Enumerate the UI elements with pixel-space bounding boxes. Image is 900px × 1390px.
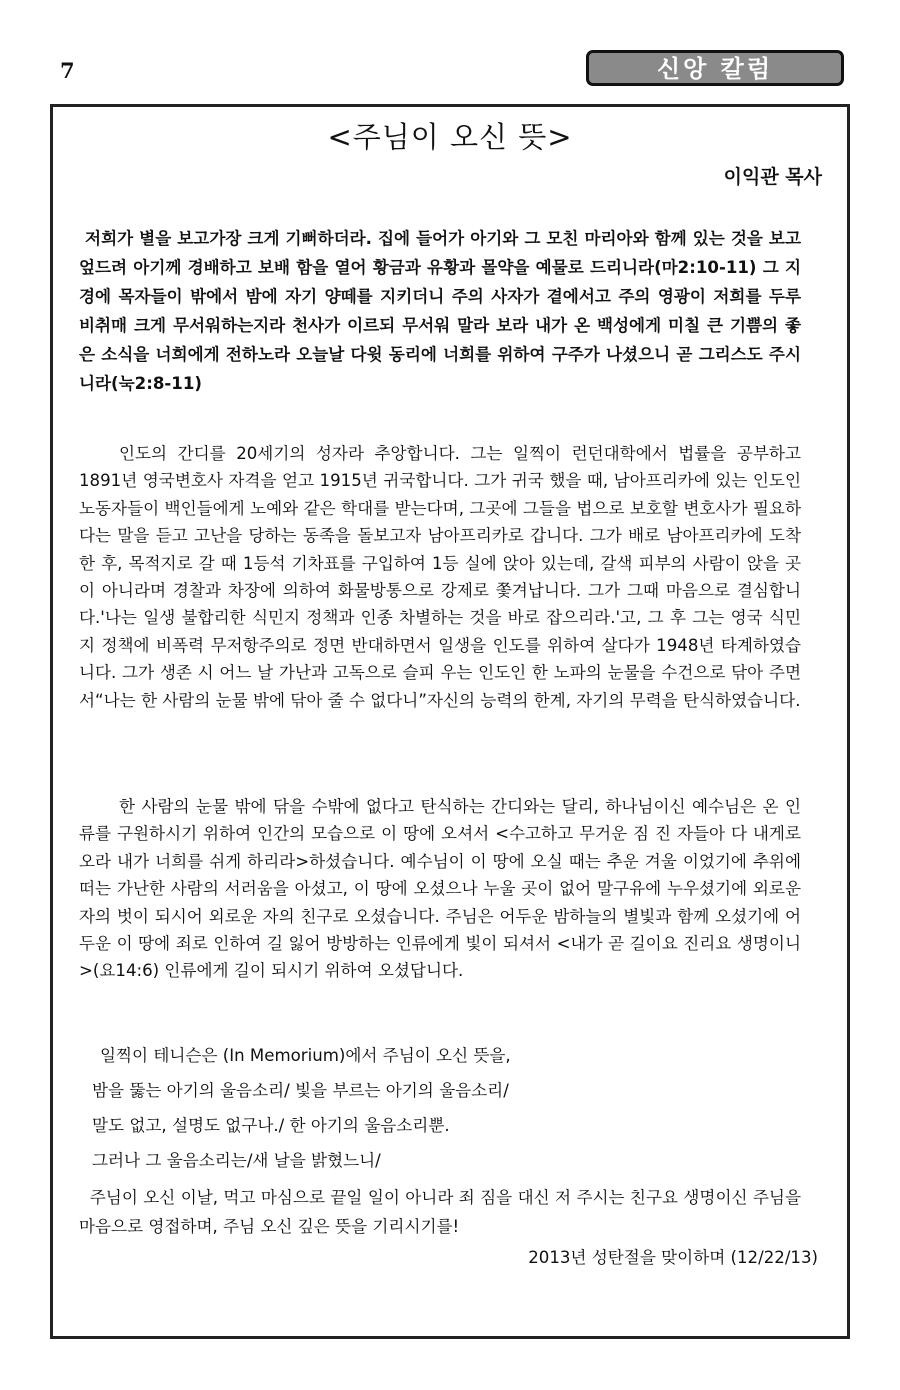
section-tab (586, 50, 844, 86)
body-paragraph-1 (79, 440, 801, 714)
paragraph-1-text: 인도의 간디를 20세기의 성자라 추앙합니다. 그는 일찍이 런던대학에서 법률을 공부하고 1891년 영국변호사 자격을 얻고 1915년 귀국합니다. 그가 귀국 했을 때, 남아프리카에 있는 인도인 노동자들이 백인들에게 노예와 같은 학대를 받는다며, 그곳에 그들을 법으로 보호할 변호사가 필요하다는 말을 듣고 고난을 당하는 동족을 돌보고자 남아프리카로 갑니다. 그가 배로 남아프리카에 도착한 후, 목적지로 갈 때 1등석 기차표를 구입하여 1등 실에 앉아 있는데, 갈색 피부의 사람이 앉을 곳이 아니라며 경찰과 차장에 의하여 화물방통으로 강제로 쫓겨납니다. 그가 그때 마음으로 결심합니다.'나는 일생 불합리한 식민지 정책과 인종 차별하는 것을 바로 잡으리라.'고, 그 후 그는 영국 식민지 정책에 비폭력 무저항주의로 정면 반대하면서 일생을 인도를 위하여 살다가 1948년 타계하였습니다. 그가 생존 시 어느 날 가난과 고독으로 슬피 우는 인도인 한 노파의 눈물을 수건으로 닦아 주면서“나는 한 사람의 눈물 밖에 닦아 줄 수 없다니”자신의 능력의 한계, 자기의 무력을 탄식하였습니다. (79, 444, 801, 710)
closing-paragraph (79, 1183, 801, 1241)
poem-intro: 일찍이 테니슨은 (In Memorium)에서 주님이 오신 뜻을, (100, 1046, 511, 1065)
article-author: 이익관 목사 (723, 166, 822, 188)
section-label: 신앙 칼럼 (656, 54, 774, 83)
poem-line: 밤을 뚫는 아기의 울음소리/ 빛을 부르는 아기의 울음소리/ (92, 1081, 509, 1100)
article-title: <주님이 오신 뜻> (327, 120, 573, 154)
paragraph-2-text: 한 사람의 눈물 밖에 닦을 수밖에 없다고 탄식하는 간디와는 달리, 하나님이신 예수님은 온 인류를 구원하시기 위하여 인간의 모습으로 이 땅에 오셔서 <수고하고 무거운 짐 진 자들아 다 내게로 오라 내가 너희를 쉬게 하리라>하셨습니다. 예수님이 이 땅에 오실 때는 추운 겨울 이었기에 추위에 떠는 가난한 사람의 서러움을 아셨고, 이 땅에 오셨으나 누울 곳이 없어 말구유에 누우셨기에 외로운 자의 벗이 되시어 외로운 자의 친구로 오셨습니다. 주님은 어두운 밤하늘의 별빛과 함께 오셨기에 어두운 이 땅에 죄로 인하여 길 잃어 방방하는 인류에게 빛이 되셔서 <내가 곧 길이요 진리요 생명이니>(요14:6) 인류에게 길이 되시기 위하여 오셨답니다. (79, 797, 801, 981)
scripture-quote (79, 224, 801, 398)
poem-line: 그러나 그 울음소리는/새 날을 밝혔느니/ (92, 1151, 381, 1170)
page-number: 7 (60, 58, 75, 83)
closing-text: 주님이 오신 이날, 먹고 마심으로 끝일 일이 아니라 죄 짐을 대신 저 주시는 친구요 생명이신 주님을 마음으로 영접하며, 주님 오신 깊은 뜻을 기리시기를! (79, 1188, 801, 1236)
poem-line: 말도 없고, 설명도 없구나./ 한 아기의 울음소리뿐. (92, 1116, 450, 1135)
body-paragraph-2 (79, 793, 801, 985)
dateline: 2013년 성탄절을 맞이하며 (12/22/13) (528, 1248, 818, 1267)
scripture-text: 저희가 별을 보고가장 크게 기뻐하더라. 집에 들어가 아기와 그 모친 마리아와 함께 있는 것을 보고 엎드려 아기께 경배하고 보배 함을 열어 황금과 유황과 몰약을 예물로 드리니라(마2:10-11) 그 지경에 목자들이 밖에서 밤에 자기 양떼를 지키더니 주의 사자가 곁에서고 주의 영광이 저희를 두루 비취매 크게 무서워하는지라 천사가 이르되 무서워 말라 보라 내가 온 백성에게 미칠 큰 기쁨의 좋은 소식을 너희에게 전하노라 오늘날 다윗 동리에 너희를 위하여 구주가 나셨으니 곧 그리스도 주시니라(눅2:8-11) (79, 229, 801, 393)
